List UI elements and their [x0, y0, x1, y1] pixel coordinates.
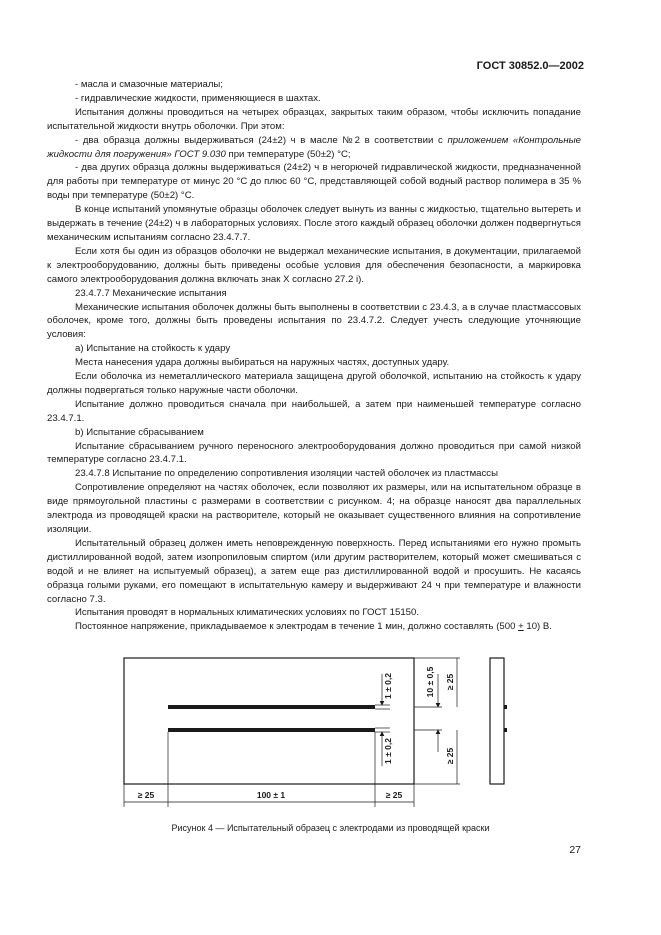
body-text — [47, 78, 581, 634]
document-header: ГОСТ 30852.0—2002 — [476, 60, 584, 72]
side-view-electrode — [504, 705, 507, 709]
paragraph: Места нанесения удара должны выбираться на наружных частях, доступных удару. — [75, 357, 450, 369]
paragraph: Если хотя бы один из образцов оболочки не выдержал механические испытания, в документации, прилагаемой к электрооборудованию, должны быть приведены особые условия для обеспечения безопасности, а маркировка самого электрооборудования должна включать знак X согласно 27.2 i). — [47, 245, 581, 285]
subsection-heading: а) Испытание на стойкость к удару — [75, 343, 231, 355]
paragraph: Испытательный образец должен иметь неповрежденную поверхность. Перед испытаниями его нужно промыть дистиллированной водой, затем изопропиловым спиртом (или другим растворителем, который может смешиваться с водой и не влияет на испытуемый образец), а затем еще раз дистиллированной водой и просушить. Не касаясь образца голыми руками, его помещают в испытательную камеру и выдерживают 24 ч при температуре и влажности согласно 7.3. — [47, 537, 581, 605]
paragraph — [47, 620, 581, 634]
dim-electrode-top: 1 ± 0,2 — [383, 673, 393, 699]
dim-right-margin: ≥ 25 — [385, 790, 403, 800]
dim-electrode-bottom: 1 ± 0,2 — [383, 738, 393, 764]
paragraph — [47, 134, 581, 162]
subsection-heading: b) Испытание сбрасыванием — [75, 426, 204, 438]
paragraph: Сопротивление определяют на частях оболочек, если позволяют их размеры, или на испытательном образце в виде прямоугольной пластины с размерами в соответствии с рисунком. 4; на образце наносят два параллельных электрода из проводящей краски на растворителе, который не оказывает существенного влияния на сопротивление изоляции. — [47, 482, 581, 535]
paragraph: Испытания проводят в нормальных климатических условиях по ГОСТ 15150. — [75, 607, 419, 619]
text-run: - два образца должны выдерживаться (24±2) ч в масле №2 в соответствии с — [75, 134, 443, 146]
figure-caption: Рисунок 4 — Испытательный образец с электродами из проводящей краски — [171, 823, 490, 833]
list-item: - масла и смазочные материалы; — [75, 79, 223, 90]
list-item: - гидравлические жидкости, применяющиеся в шахтах. — [75, 92, 321, 104]
text-run: при температуре (50±2) °С; — [228, 148, 351, 160]
text-run: 10) В. — [523, 621, 552, 633]
dim-bottom-margin: ≥ 25 — [445, 747, 455, 765]
side-view-electrode — [504, 728, 507, 732]
section-heading: 23.4.7.7 Механические испытания — [75, 287, 227, 299]
plus-minus-sign: + — [518, 621, 524, 633]
dim-electrode-length: 100 ± 1 — [256, 790, 286, 800]
paragraph: Механические испытания оболочек должны быть выполнены в соответствии с 23.4.3, а в случае пластмассовых оболочек, кроме того, должны быть проведены испытания по 23.4.7.2. Следует учесть следующие уточняющие условия: — [47, 301, 581, 341]
paragraph: В конце испытаний упомянутые образцы оболочек следует вынуть из ванны с жидкостью, тщательно вытереть и выдержать в течение (24±2) ч в лабораторных условиях. После этого каждый образец оболочки должен подвергнуться механическим испытаниям согласно 23.4.7.7. — [47, 204, 581, 243]
paragraph: Если оболочка из неметаллического материала защищена другой оболочкой, испытанию на стойкость к удару должны подвергаться только наружные части оболочки. — [47, 371, 581, 396]
section-heading: 23.4.7.8 Испытание по определению сопротивления изоляции частей оболочек из пластмассы — [75, 468, 498, 480]
specimen-plate — [124, 658, 414, 784]
page-number: 27 — [569, 844, 581, 856]
reference-italic: приложением «Контрольные жидкости для погружения» ГОСТ 9.030 — [47, 134, 581, 160]
specimen-figure — [120, 652, 520, 812]
dim-electrode-gap: 10 ± 0,5 — [425, 666, 435, 698]
specimen-side-view — [490, 658, 504, 784]
paragraph: - два других образца должны выдерживаться (24±2) ч в негорючей гидравлической жидкости, предназначенной для работы при температуре от минус 20 °С до плюс 60 °С, представляющей собой водный раствор полимера в 35 % воды при температуре (50±2) °С. — [47, 162, 581, 202]
dim-left-margin: ≥ 25 — [137, 790, 155, 800]
paragraph: Испытание должно проводиться сначала при наибольшей, а затем при наименьшей температуре согласно 23.4.7.1. — [47, 398, 581, 424]
text-run: Постоянное напряжение, прикладываемое к электродам в течение 1 мин, должно составлять (500 — [75, 621, 516, 633]
dim-top-margin: ≥ 25 — [445, 673, 455, 691]
paragraph: Испытание сбрасыванием ручного переносного электрооборудования должно проводиться при самой низкой температуре согласно 23.4.7.1. — [47, 440, 581, 466]
paragraph: Испытания должны проводиться на четырех образцах, закрытых таким образом, чтобы исключить попадание испытательной жидкости внутрь оболочки. При этом: — [47, 106, 581, 132]
